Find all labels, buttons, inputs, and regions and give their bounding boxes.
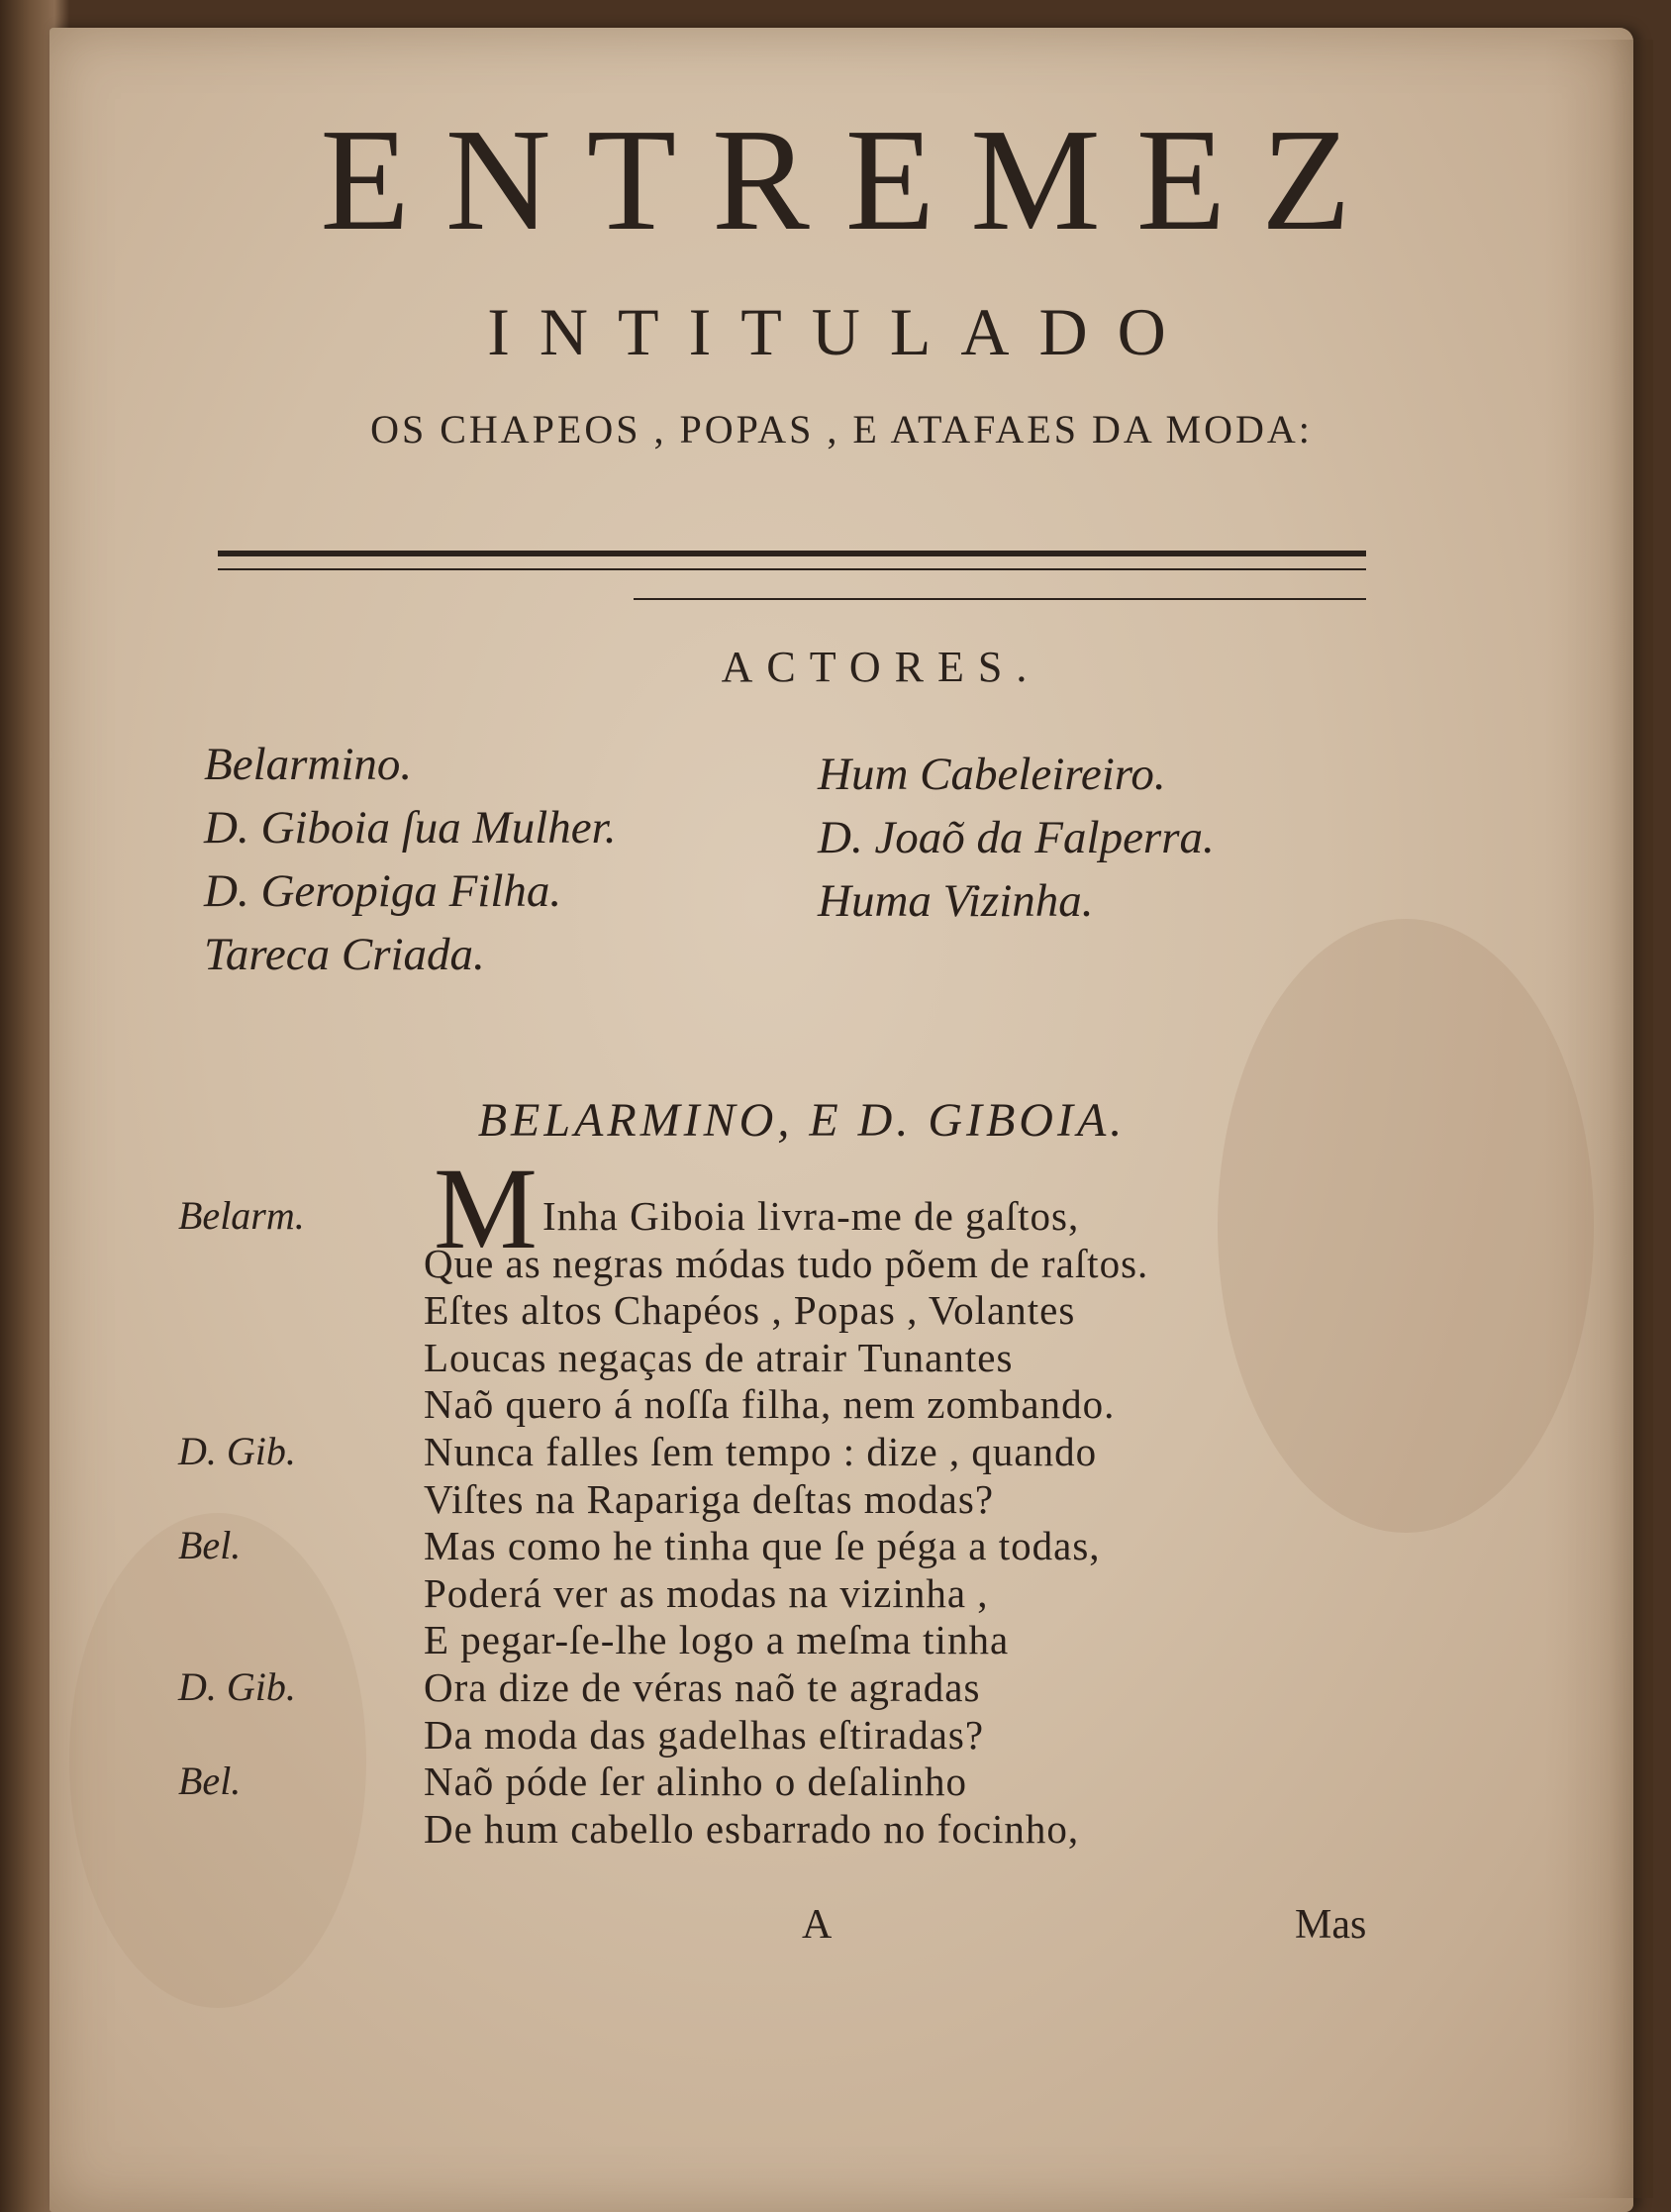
scene-heading: BELARMINO, E D. GIBOIA. [477,1094,1127,1147]
catchword: Mas [1295,1902,1367,1948]
dialogue-line [178,1240,1425,1287]
verse-text: Eſtes altos Chapéos , Popas , Volantes [424,1287,1076,1334]
dialogue-line [178,1428,1425,1475]
verse-text: Mas como he tinha que ſe péga a todas, [424,1523,1101,1569]
page-title: ENTREMEZ [320,99,1387,261]
page-subtitle: INTITULADO [487,294,1196,369]
cast-member: D. Giboia ſua Mulher. [204,802,617,854]
title-rule-thin [218,568,1366,570]
speaker-name: Belarm. [178,1193,305,1238]
cast-member: D. Geropiga Filha. [204,865,562,917]
dialogue-line [178,1805,1425,1853]
dialogue-line [178,1758,1425,1805]
book-page [49,28,1633,2212]
actors-heading: ACTORES. [721,643,1041,691]
verse-text: Nunca falles ſem tempo : dize , quando [424,1428,1098,1474]
cast-member: Hum Cabeleireiro. [818,749,1166,800]
play-title: OS CHAPEOS , POPAS , E ATAFAES DA MODA: [370,407,1313,452]
verse-text: E pegar-ſe-lhe logo a meſma tinha [424,1617,1010,1663]
cast-list-right [818,743,1215,933]
dialogue-block [178,1144,1425,1852]
cast-member: D. Joaõ da Falperra. [818,812,1215,863]
verse-text: Viſtes na Rapariga deſtas modas? [424,1475,995,1522]
verse-text: De hum cabello esbarrado no focinho, [424,1805,1080,1852]
dialogue-line [178,1475,1425,1523]
title-rule-thick [218,551,1366,556]
verse-text: Inha Giboia livra-me de gaſtos, [542,1193,1080,1239]
cast-list-left [204,733,616,986]
cast-member: Tareca Criada. [204,929,485,980]
dialogue-line [178,1663,1425,1711]
dialogue-line [178,1334,1425,1381]
verse-text: Da moda das gadelhas eſtiradas? [424,1711,985,1758]
dialogue-line [178,1380,1425,1428]
dialogue-line [178,1286,1425,1334]
signature-mark: A [802,1902,833,1948]
cast-member: Belarmino. [204,739,413,790]
dialogue-line [178,1616,1425,1663]
verse-text: Que as negras módas tudo põem de raſtos. [424,1240,1149,1286]
verse-text: Ora dize de véras naõ te agradas [424,1663,981,1710]
dialogue-line [178,1711,1425,1759]
dialogue-line [178,1522,1425,1569]
drop-cap: M [434,1144,538,1273]
verse-text: Loucas negaças de atrair Tunantes [424,1334,1014,1380]
speaker-name: D. Gib. [178,1663,296,1709]
speaker-name: Bel. [178,1523,242,1568]
speaker-name: D. Gib. [178,1428,296,1473]
speaker-name: Bel. [178,1759,242,1804]
verse-text: Naõ quero á noſſa filha, nem zombando. [424,1381,1116,1428]
title-rule-thin-lower [634,598,1366,600]
dialogue-line [178,1569,1425,1617]
verse-text: Poderá ver as modas na vizinha , [424,1569,989,1616]
cast-member: Huma Vizinha. [818,875,1094,927]
verse-text: Naõ póde ſer alinho o deſalinho [424,1759,968,1805]
